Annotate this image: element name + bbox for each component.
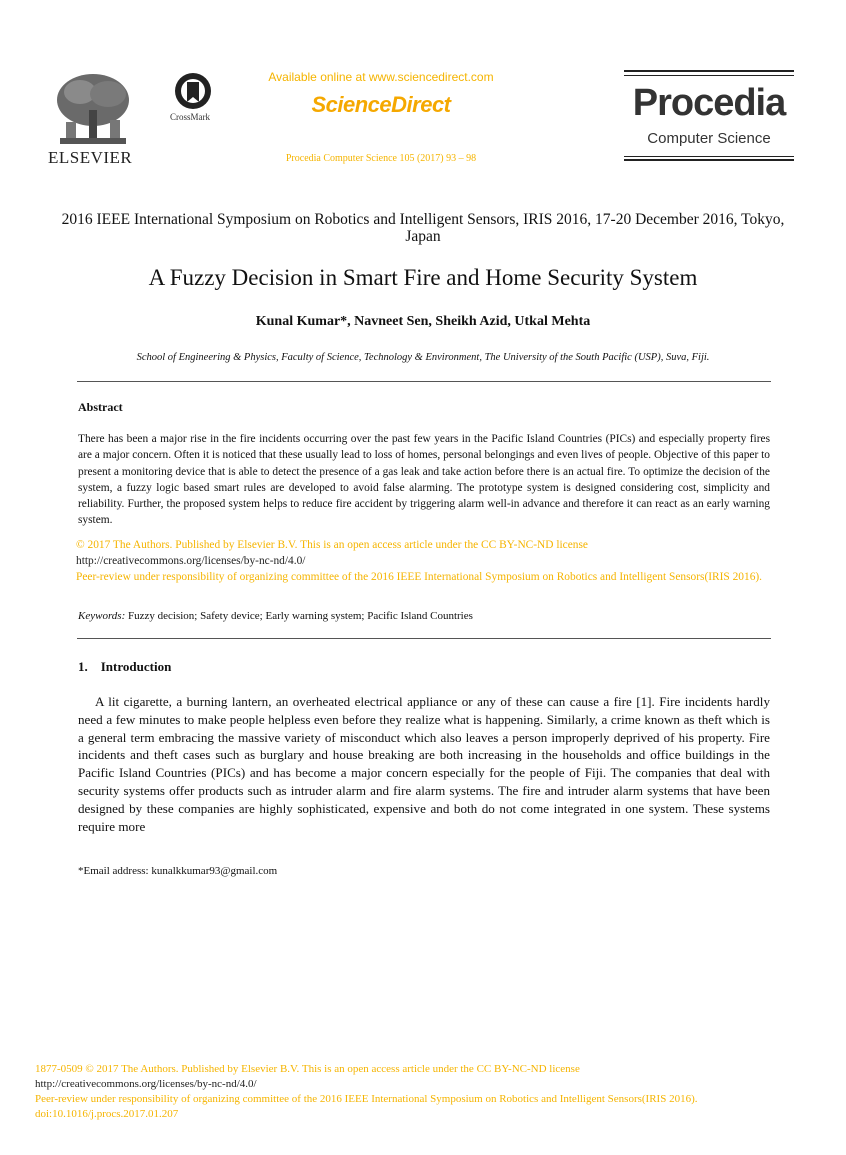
footer-peer-review-line: Peer-review under responsibility of organizing committee of the 2016 IEEE International Symposium on Robotics and Intelligent Sensors(IRIS 2016). (35, 1093, 698, 1105)
email-footnote: *Email address: kunalkkumar93@gmail.com (78, 865, 278, 877)
affiliation: School of Engineering & Physics, Faculty of Science, Technology & Environment, The University of the South Pacific (USP), Suva, Fiji. (136, 352, 710, 363)
journal-reference: Procedia Computer Science 105 (2017) 93 – 98 (285, 153, 477, 164)
abstract-heading: Abstract (78, 400, 123, 414)
procedia-subtitle: Computer Science (647, 130, 771, 147)
conference-name: 2016 IEEE International Symposium on Robotics and Intelligent Sensors, IRIS 2016, 17-20 December 2016, Tokyo, Japan (61, 211, 785, 245)
keywords-values: Fuzzy decision; Safety device; Early warning system; Pacific Island Countries (128, 610, 473, 622)
copyright-line: © 2017 The Authors. Published by Elsevier B.V. This is an open access article under the CC BY-NC-ND license (76, 539, 588, 551)
procedia-logo (624, 70, 794, 162)
license-link[interactable]: http://creativecommons.org/licenses/by-nc-nd/4.0/ (76, 555, 306, 567)
keywords-label: Keywords: (78, 610, 126, 622)
issn-line: 1877-0509 © 2017 The Authors. Published by Elsevier B.V. This is an open access article under the CC BY-NC-ND license (35, 1063, 580, 1075)
footer-license-link[interactable]: http://creativecommons.org/licenses/by-nc-nd/4.0/ (35, 1078, 257, 1090)
abstract-text: There has been a major rise in the fire incidents occurring over the past few years in the Pacific Island Countries (PICs) and especially property fires are a major concern. Often it is noticed that these usually lead to loss of homes, personal belongings and even lives of people. Objective of this paper to present a monitoring device that is able to detect the presence of a gas leak and take action before there is an actual fire. To optimize the decision of the system, a fuzzy logic based smart rules are developed to avoid false alarming. The prototype system is designed considering cost, simplicity and reliability. Further, the proposed system helps to reduce fire accident by triggering alarm well-in advance and therefore it can react as an early warning system. (78, 433, 770, 527)
sciencedirect-logo: ScienceDirect (311, 92, 451, 117)
publisher-wordmark: ELSEVIER (48, 148, 133, 167)
keywords-line (78, 610, 473, 622)
bottom-divider (77, 638, 771, 639)
top-divider (77, 381, 771, 382)
open-access-notice (76, 537, 770, 585)
peer-review-line: Peer-review under responsibility of organizing committee of the 2016 IEEE International Symposium on Robotics and Intelligent Sensors(IRIS 2016). (76, 571, 763, 583)
page-footer (35, 1062, 815, 1122)
introduction-text: A lit cigarette, a burning lantern, an overheated electrical appliance or any of these can cause a fire [1]. Fire incidents hardly need a few minutes to make people helpless even before they realize what is happening. Similarly, a crime known as theft which is a general term embracing the massive variety of misconduct which also leaves a person improperly deprived of his property. Fire incidents and theft cases such as burglary and house breaking are both increasing in the households and office buildings in the Pacific Island Countries (PICs) and has become a major concern especially for the people of Fiji. The companies that deal with security systems offer products such as intruder alarm and fire alarm systems. The fire and intruder alarm systems that have been designed by these companies are highly sophisticated, expensive and both do not come integrated in one system. These systems require more (78, 694, 770, 834)
doi-line[interactable]: doi:10.1016/j.procs.2017.01.207 (35, 1108, 179, 1120)
crossmark-icon[interactable] (174, 72, 212, 110)
author-list: Kunal Kumar*, Navneet Sen, Sheikh Azid, Utkal Mehta (255, 314, 591, 329)
paper-title: A Fuzzy Decision in Smart Fire and Home Security System (148, 265, 698, 290)
crossmark-label: CrossMark (170, 112, 210, 122)
procedia-wordmark: Procedia (632, 82, 786, 124)
section-heading-introduction: 1. Introduction (78, 659, 172, 674)
available-online-link[interactable]: Available online at www.sciencedirect.com (268, 70, 494, 84)
elsevier-tree-logo (52, 70, 134, 148)
